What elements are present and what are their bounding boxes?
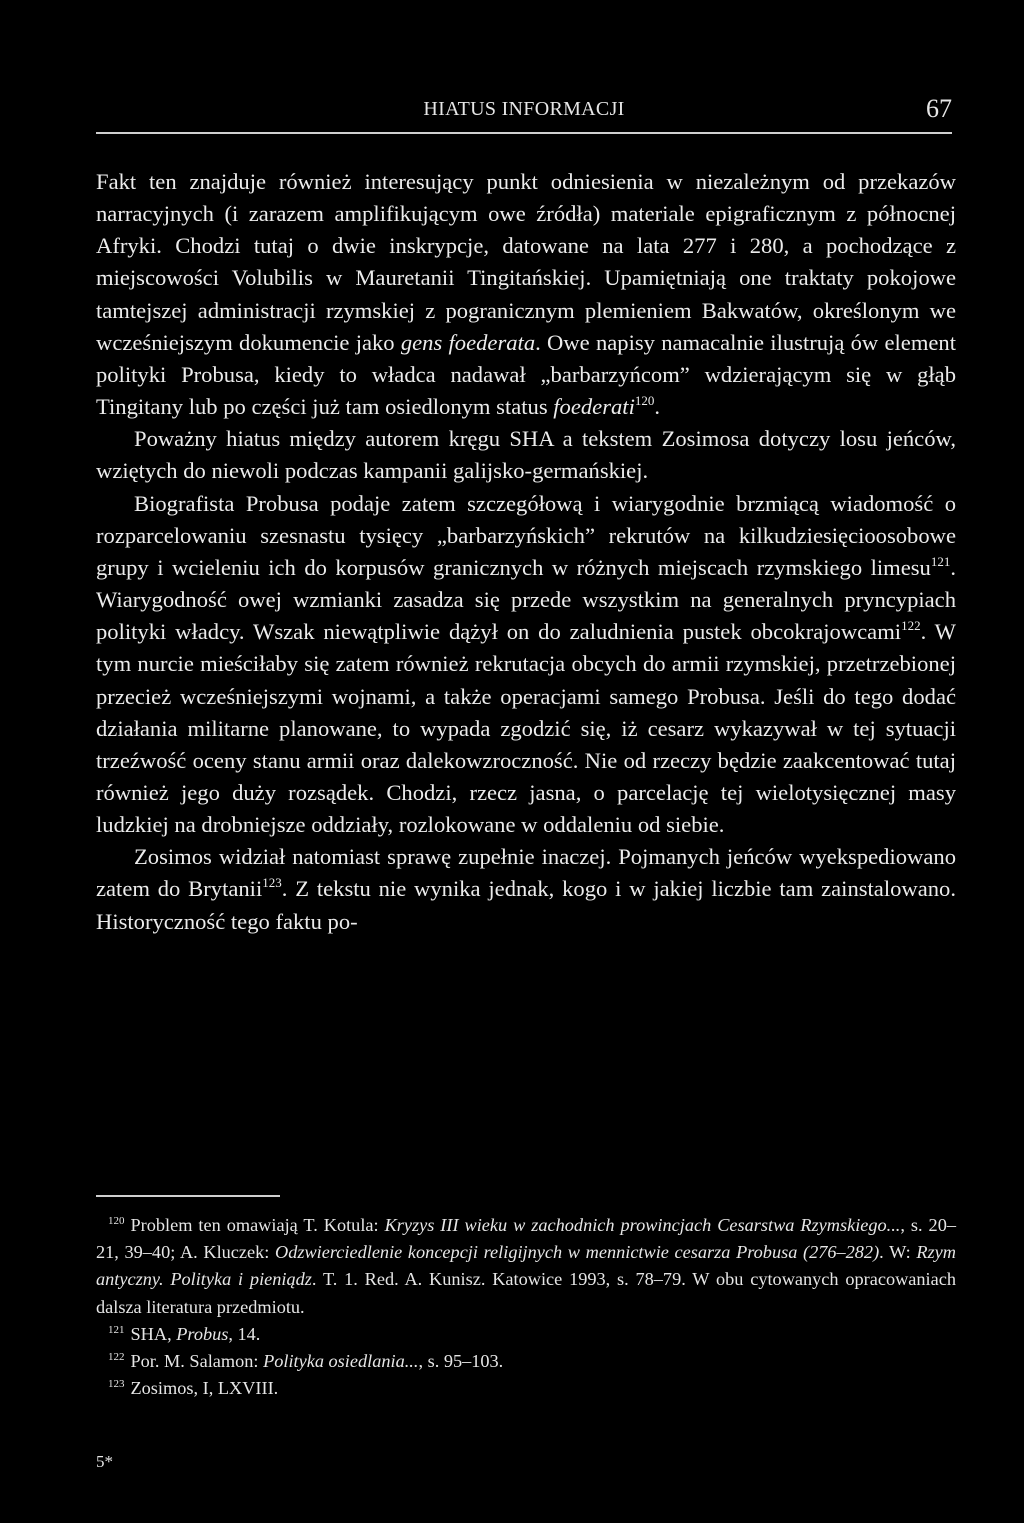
- text-run: Problem ten omawiają T. Kotula:: [130, 1215, 385, 1235]
- footnote-rule: [96, 1195, 280, 1197]
- text-run: . Z tekstu nie wynika jednak, kogo i w jakiej liczbie tam zainstalowano. Historyczność tego faktu po-: [96, 876, 956, 934]
- text-run: .: [654, 394, 661, 420]
- italic-term: foederati: [553, 394, 635, 420]
- footnotes: [96, 1212, 956, 1402]
- footnote-ref-121[interactable]: 121: [930, 553, 951, 569]
- footnote-number: 122: [108, 1351, 125, 1364]
- page-header: [96, 94, 952, 132]
- footnote-ref-120[interactable]: 120: [634, 393, 655, 409]
- paragraph-2: [96, 423, 956, 487]
- footnote-121: [96, 1321, 956, 1348]
- text-run: Por. M. Salamon:: [130, 1351, 264, 1372]
- paragraph-1: [96, 166, 956, 423]
- italic-title: Odzwierciedlenie koncepcji religijnych w mennictwie cesarza Probusa (276–282): [275, 1242, 880, 1263]
- footnote-123: [96, 1375, 956, 1402]
- text-run: . T. 1. Red. A. Kunisz. Katowice 1993, s. 78–79. W obu cytowanych opracowaniach dalsza literatura przedmiotu.: [96, 1269, 956, 1317]
- text-run: . W:: [879, 1242, 917, 1263]
- italic-title: Rzym antyczny. Polityka i pieniądz: [96, 1242, 956, 1290]
- text-run: Zosimos widział natomiast sprawę zupełnie inaczej. Pojmanych jeńców wyekspediowano zatem do Brytanii: [96, 844, 956, 902]
- text-run: Biografista Probusa podaje zatem szczegółową i wiarygodnie brzmiącą wiadomość o rozparcelowaniu szesnastu tysięcy „barbarzyńskich” rekrutów na kilkudziesięcioosobowe grupy i wcieleniu ich do korpusów granicznych w różnych miejscach rzymskiego limesu: [96, 490, 956, 580]
- text-run: Zosimos, I, LXVIII.: [130, 1378, 279, 1399]
- running-head: HIATUS INFORMACJI: [423, 98, 625, 120]
- footnote-ref-123[interactable]: 123: [262, 875, 282, 891]
- paragraph-4: [96, 841, 956, 937]
- footnote-number: 123: [108, 1378, 125, 1391]
- footnote-ref-122[interactable]: 122: [901, 618, 921, 634]
- text-run: SHA,: [130, 1323, 177, 1344]
- footnote-number: 120: [108, 1215, 125, 1227]
- text-run: , s. 20–21, 39–40; A. Kluczek:: [96, 1215, 956, 1263]
- italic-title: Kryzys III wieku w zachodnich prowincjach Cesarstwa Rzymskiego...: [384, 1215, 901, 1235]
- footnote-122: [96, 1348, 956, 1375]
- body-text: [96, 166, 956, 938]
- page-number: 67: [926, 94, 952, 123]
- italic-title: Polityka osiedlania...: [263, 1351, 419, 1372]
- italic-term: gens foederata: [400, 329, 536, 355]
- text-run: . Owe napisy namacalnie ilustrują ów element polityki Probusa, kiedy to władca nadawał „barbarzyńcom” wdzierającym się w głąb Tingitany lub po części już tam osiedlonym status: [96, 329, 956, 420]
- text-run: . Wiarygodność owej wzmianki zasadza się przede wszystkim na generalnych pryncypiach polityki władcy. Wszak niewątpliwie dążył on do zaludnienia pustek obcokrajowcami: [96, 554, 956, 645]
- text-run: , s. 95–103.: [418, 1351, 504, 1372]
- text-run: Poważny hiatus między autorem kręgu SHA a tekstem Zosimosa dotyczy losu jeńców, wziętych do niewoli podczas kampanii galijsko-germańskiej.: [96, 426, 956, 484]
- text-run: Fakt ten znajduje również interesujący punkt odniesienia w niezależnym od przekazów narracyjnych (i zarazem amplifikującym owe źródła) materiale epigraficznym z północnej Afryki. Chodzi tutaj o dwie inskrypcje, datowane na lata 277 i 280, a pochodzące z miejscowości Volubilis w Mauretanii Tingitańskiej. Upamiętniają one traktaty pokojowe tamtejszej administracji rzymskiej z pogranicznym plemieniem Bakwatów, określonym we wcześniejszym dokumencie jako: [96, 169, 956, 355]
- italic-title: Probus: [176, 1323, 229, 1344]
- header-rule: [96, 132, 952, 134]
- footnote-120: [96, 1212, 956, 1321]
- footnote-number: 121: [108, 1323, 125, 1336]
- text-run: , 14.: [228, 1323, 261, 1344]
- text-run: . W tym nurcie mieściłaby się zatem również rekrutacja obcych do armii rzymskiej, przetrzebionej przecież wcześniejszymi wojnami, a także operacjami samego Probusa. Jeśli do tego dodać działania militarne planowane, to wypada zgodzić się, iż cesarz wykazywał w tej sytuacji trzeźwość oceny stanu armii oraz dalekowzroczność. Nie od rzeczy będzie zaakcentować tutaj również jego duży rozsądek. Chodzi, rzecz jasna, o parcelację tej wielotysięcznej masy ludzkiej na drobniejsze oddziały, rozlokowane w oddaleniu od siebie.: [96, 619, 956, 838]
- paragraph-3: [96, 488, 956, 842]
- signature-mark: 5*: [96, 1452, 113, 1471]
